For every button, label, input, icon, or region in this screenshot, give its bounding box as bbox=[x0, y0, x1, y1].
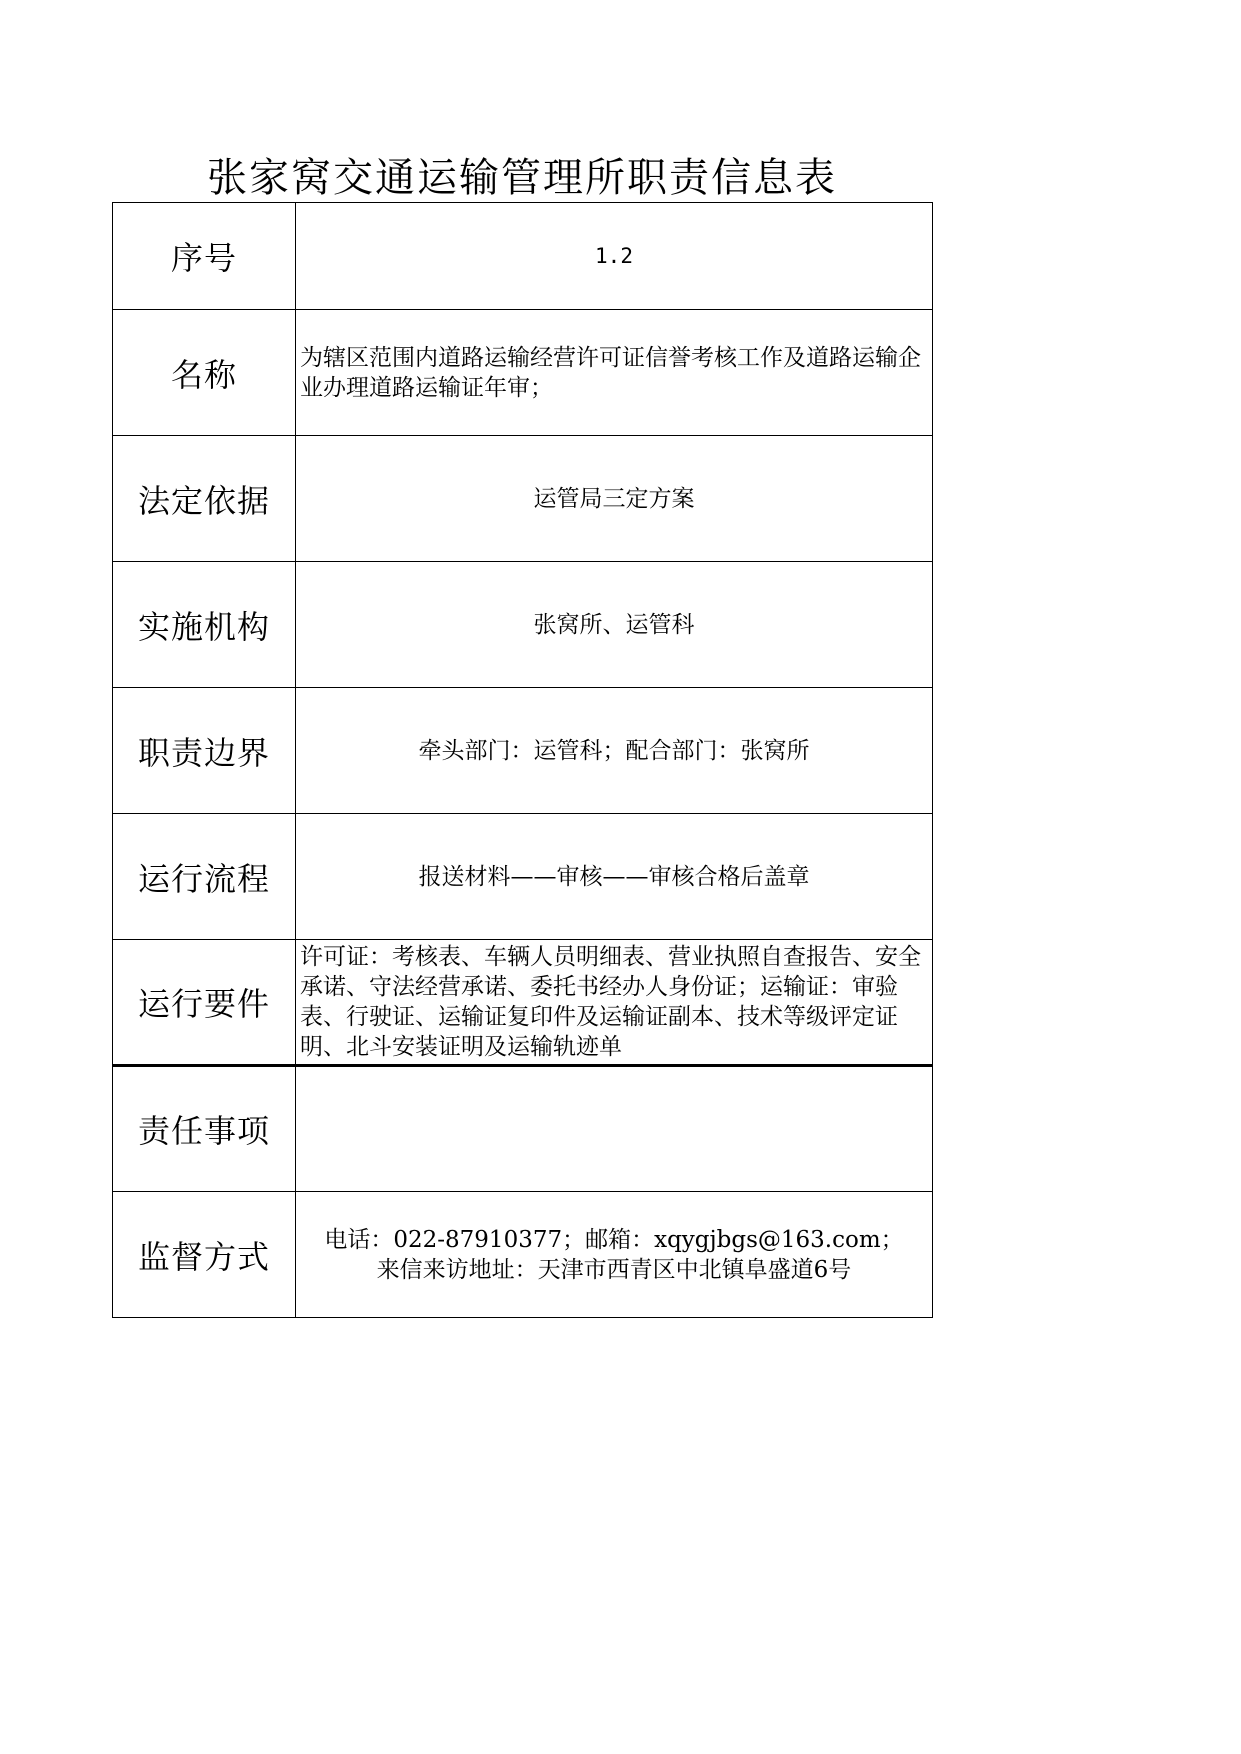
value-process-flow: 报送材料——审核——审核合格后盖章 bbox=[296, 814, 933, 940]
label-responsibility-items: 责任事项 bbox=[113, 1066, 296, 1192]
label-name: 名称 bbox=[113, 310, 296, 436]
value-implementing-agency: 张窝所、运管科 bbox=[296, 562, 933, 688]
value-serial-number bbox=[296, 203, 933, 310]
value-responsibility-items bbox=[296, 1066, 933, 1192]
label-process-flow: 运行流程 bbox=[113, 814, 296, 940]
table-row bbox=[113, 688, 933, 814]
label-legal-basis: 法定依据 bbox=[113, 436, 296, 562]
label-serial-number: 序号 bbox=[113, 203, 296, 310]
supervision-contact-line: 电话：022-87910377；邮箱：xqygjbgs@163.com； bbox=[324, 1226, 904, 1253]
label-supervision-method: 监督方式 bbox=[113, 1192, 296, 1318]
table-row bbox=[113, 203, 933, 310]
table-row bbox=[113, 940, 933, 1066]
serial-number-text: 1.2 bbox=[595, 244, 633, 268]
value-requirements: 许可证：考核表、车辆人员明细表、营业执照自查报告、安全承诺、守法经营承诺、委托书经办人身份证；运输证：审验表、行驶证、运输证复印件及运输证副本、技术等级评定证明、北斗安装证明及运输轨迹单 bbox=[296, 940, 933, 1066]
label-implementing-agency: 实施机构 bbox=[113, 562, 296, 688]
table-row bbox=[113, 1192, 933, 1318]
table-row bbox=[113, 1066, 933, 1192]
table-row bbox=[113, 310, 933, 436]
value-supervision-method bbox=[296, 1192, 933, 1318]
label-responsibility-boundary: 职责边界 bbox=[113, 688, 296, 814]
table-row bbox=[113, 562, 933, 688]
value-responsibility-boundary: 牵头部门：运管科；配合部门：张窝所 bbox=[296, 688, 933, 814]
value-legal-basis: 运管局三定方案 bbox=[296, 436, 933, 562]
duty-info-table bbox=[112, 202, 933, 1318]
label-requirements: 运行要件 bbox=[113, 940, 296, 1066]
supervision-address-line: 来信来访地址：天津市西青区中北镇阜盛道6号 bbox=[376, 1256, 852, 1283]
table-row bbox=[113, 814, 933, 940]
page-title: 张家窝交通运输管理所职责信息表 bbox=[207, 155, 837, 201]
table-row bbox=[113, 436, 933, 562]
value-name: 为辖区范围内道路运输经营许可证信誉考核工作及道路运输企业办理道路运输证年审； bbox=[296, 310, 933, 436]
